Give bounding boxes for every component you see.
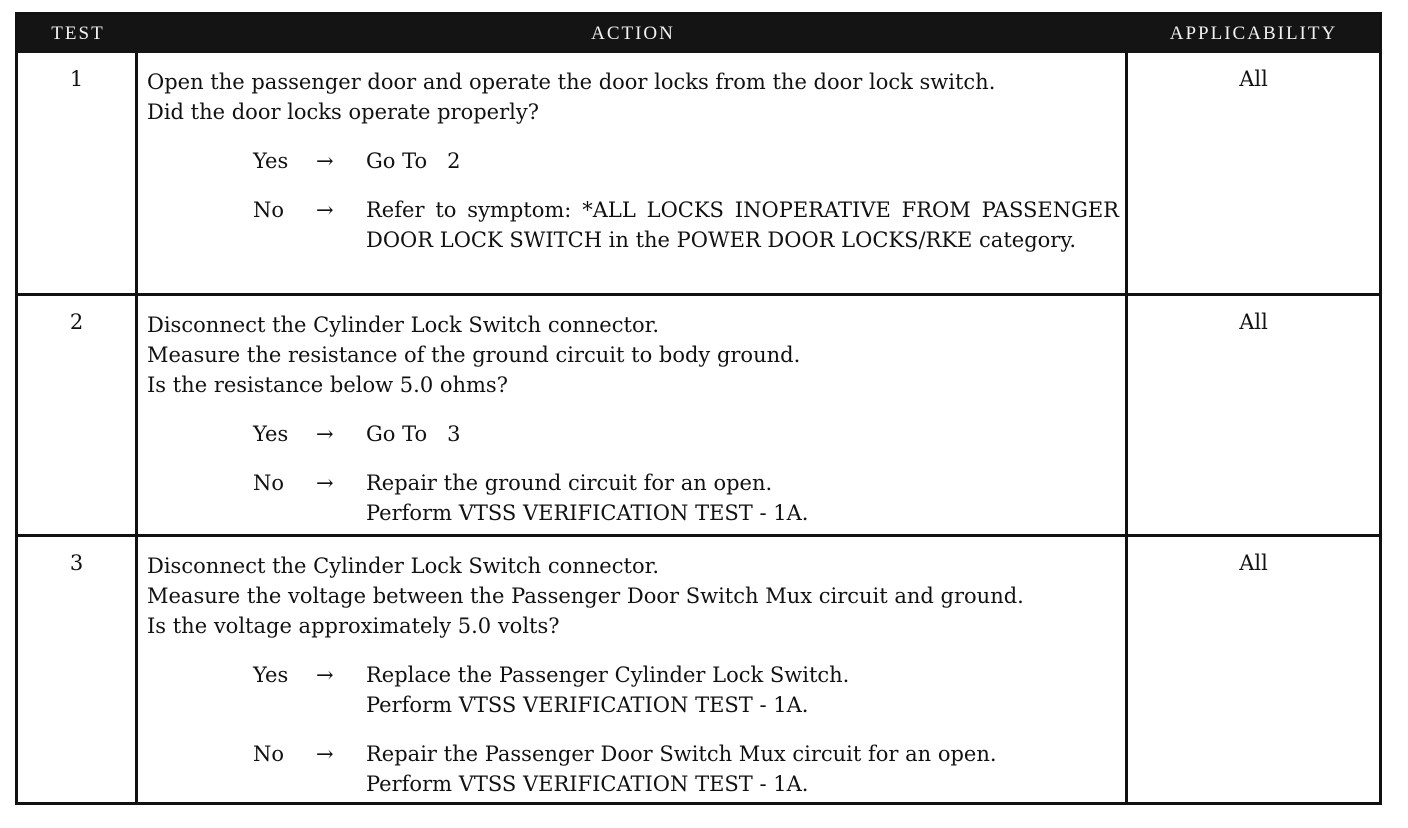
table-header — [18, 15, 1379, 53]
yes-label: Yes — [253, 149, 289, 173]
question-line: Measure the voltage between the Passenger Door Switch Mux circuit and ground. — [147, 584, 1024, 608]
no-result: Refer to symptom: *ALL LOCKS INOPERATIVE FROM PASSENGER DOOR LOCK SWITCH in the POWER DOOR LOCKS/RKE category. — [366, 198, 1119, 252]
header-action: ACTION — [591, 23, 675, 44]
no-answer — [147, 739, 1119, 799]
no-result: Repair the ground circuit for an open. — [366, 471, 773, 495]
applicability-value: All — [1239, 67, 1268, 91]
test-row-3 — [18, 534, 1379, 802]
test-number: 2 — [69, 310, 84, 334]
no-label: No — [253, 471, 285, 495]
question-line: Open the passenger door and operate the door locks from the door lock switch. — [147, 70, 996, 94]
column-divider — [1125, 53, 1128, 802]
yes-answer — [147, 419, 1119, 449]
question-line: Disconnect the Cylinder Lock Switch connector. — [147, 313, 659, 337]
question-line: Did the door locks operate properly? — [147, 100, 539, 124]
yes-label: Yes — [253, 663, 289, 687]
applicability-value: All — [1239, 551, 1268, 575]
question-line: Is the voltage approximately 5.0 volts? — [147, 614, 560, 638]
arrow-icon: → — [316, 149, 334, 173]
question-line: Measure the resistance of the ground circuit to body ground. — [147, 343, 801, 367]
arrow-icon: → — [316, 663, 334, 687]
test-row-1 — [18, 53, 1379, 293]
action-cell — [147, 67, 1119, 255]
arrow-icon: → — [316, 742, 334, 766]
yes-result: Go To 3 — [366, 422, 461, 446]
yes-answer — [147, 146, 1119, 176]
no-result: Repair the Passenger Door Switch Mux circuit for an open. — [366, 742, 997, 766]
header-test: TEST — [51, 23, 105, 44]
arrow-icon: → — [316, 422, 334, 446]
applicability-value: All — [1239, 310, 1268, 334]
yes-result: Go To 2 — [366, 149, 461, 173]
question-line: Is the resistance below 5.0 ohms? — [147, 373, 508, 397]
no-result: Perform VTSS VERIFICATION TEST - 1A. — [366, 501, 809, 525]
yes-label: Yes — [253, 422, 289, 446]
no-label: No — [253, 742, 285, 766]
test-number: 1 — [69, 67, 84, 91]
test-row-2 — [18, 293, 1379, 534]
yes-answer — [147, 660, 1119, 720]
action-cell — [147, 551, 1119, 799]
arrow-icon: → — [316, 198, 334, 222]
no-answer — [147, 195, 1119, 255]
header-applicability: APPLICABILITY — [1169, 23, 1338, 44]
yes-result: Replace the Passenger Cylinder Lock Switch. — [366, 663, 850, 687]
yes-result: Perform VTSS VERIFICATION TEST - 1A. — [366, 693, 809, 717]
arrow-icon: → — [316, 471, 334, 495]
no-result: Perform VTSS VERIFICATION TEST - 1A. — [366, 772, 809, 796]
test-number: 3 — [69, 551, 84, 575]
diagnostic-table — [15, 12, 1382, 805]
no-answer — [147, 468, 1119, 528]
question-line: Disconnect the Cylinder Lock Switch connector. — [147, 554, 659, 578]
no-label: No — [253, 198, 285, 222]
column-divider — [135, 53, 138, 802]
action-cell — [147, 310, 1119, 528]
